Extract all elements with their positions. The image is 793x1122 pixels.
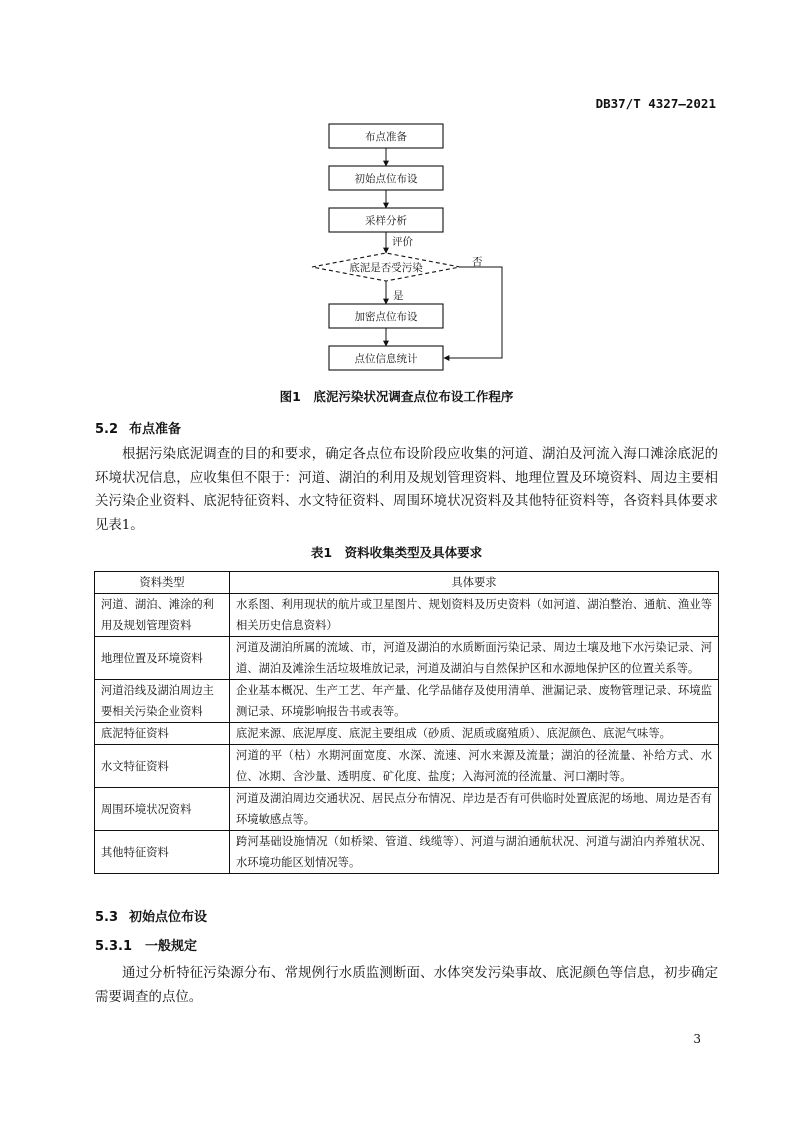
table-row [95,594,719,637]
section-heading-5-3-1 [95,935,197,954]
row-type: 河道沿线及湖泊周边主要相关污染企业资料 [95,680,230,723]
step-initial-label: 初始点位布设 [354,173,418,185]
table-row [95,745,719,788]
row-type: 河道、湖泊、滩涂的利用及规划管理资料 [95,594,230,637]
figure-caption: 图1 底泥污染状况调查点位布设工作程序 [279,389,514,404]
table-row [95,680,719,723]
table-header-row [95,572,719,594]
row-requirement: 底泥来源、底泥厚度、底泥主要组成（砂质、泥质或腐殖质）、底泥颜色、底泥气味等。 [230,723,719,745]
yes-label: 是 [393,290,404,302]
section-5-2-paragraph: 根据污染底泥调查的目的和要求，确定各点位布设阶段应收集的河道、湖泊及河流入海口滩涂底泥的环境状况信息，应收集但不限于：河道、湖泊的利用及规划管理资料、地理位置及环境资料、周边主要相关污染企业资料、底泥特征资料、水文特征资料、周围环境状况资料及其他特征资料等，各资料具体要求见表1。 [95,447,718,533]
section-number: 5.3.1 [95,939,133,954]
row-requirement: 河道的平（枯）水期河面宽度、水深、流速、河水来源及流量；湖泊的径流量、补给方式、水位、冰期、含沙量、透明度、矿化度、盐度；入海河流的径流量、河口潮时等。 [230,745,719,788]
no-label: 否 [472,256,483,268]
table-row [95,788,719,831]
row-type: 其他特征资料 [95,831,230,874]
section-title: 初始点位布设 [129,910,208,925]
step-densify-label: 加密点位布设 [354,311,418,323]
document-code: DB37/T 4327—2021 [595,96,716,111]
section-number: 5.2 [95,422,119,437]
header-type: 资料类型 [95,572,230,594]
section-number: 5.3 [95,910,119,925]
row-requirement: 河道及湖泊所属的流域、市，河道及湖泊的水质断面污染记录、周边土壤及地下水污染记录、河道、湖泊及滩涂生活垃圾堆放记录，河道及湖泊与自然保护区和水源地保护区的位置关系等。 [230,637,719,680]
row-type: 底泥特征资料 [95,723,230,745]
row-requirement: 企业基本概况、生产工艺、年产量、化学品储存及使用清单、泄漏记录、废物管理记录、环境监测记录、环境影响报告书或表等。 [230,680,719,723]
section-title: 一般规定 [145,939,198,954]
row-requirement: 跨河基础设施情况（如桥梁、管道、线缆等）、河道与湖泊通航状况、河道与湖泊内养殖状况、水环境功能区划情况等。 [230,831,719,874]
evaluate-label: 评价 [392,236,413,248]
header-requirement: 具体要求 [230,572,719,594]
table-row [95,637,719,680]
workflow-flowchart [0,0,793,380]
row-requirement: 水系图、利用现状的航片或卫星图片、规划资料及历史资料（如河道、湖泊整治、通航、渔业等相关历史信息资料） [230,594,719,637]
row-type: 周围环境状况资料 [95,788,230,831]
step-prepare-label: 布点准备 [365,131,407,143]
table-row [95,723,719,745]
table-row [95,831,719,874]
section-heading-5-3 [95,906,207,925]
page-number: 3 [693,1032,701,1046]
section-5-3-1-paragraph: 通过分析特征污染源分布、常规例行水质监测断面、水体突发污染事故、底泥颜色等信息，初步确定需要调查的点位。 [95,966,718,1005]
step-sampling-label: 采样分析 [365,215,407,227]
row-type: 地理位置及环境资料 [95,637,230,680]
row-type: 水文特征资料 [95,745,230,788]
section-title: 布点准备 [129,422,182,437]
section-heading-5-2 [95,418,181,437]
decision-label: 底泥是否受污染 [349,262,423,274]
table-caption: 表1 资料收集类型及具体要求 [310,545,483,560]
arrow-no-branch [444,267,502,358]
requirements-table [94,571,719,874]
row-requirement: 河道及湖泊周边交通状况、居民点分布情况、岸边是否有可供临时处置底泥的场地、周边是否有环境敏感点等。 [230,788,719,831]
step-stats-label: 点位信息统计 [354,353,418,365]
